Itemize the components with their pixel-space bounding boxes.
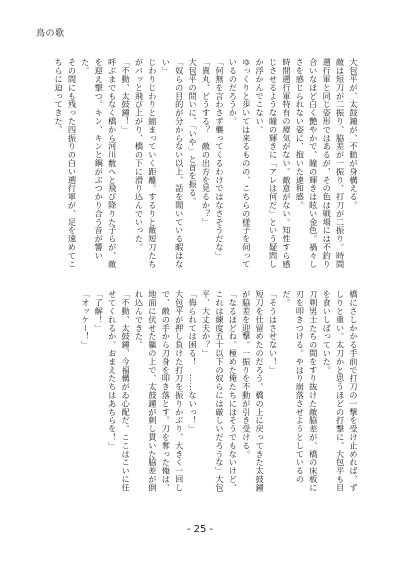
- paragraph: 短刀を仕留めたのだろう。橋の上に戻ってきた太鼓鐘が脇差を迎撃。一振りを不動が引き受ける。: [241, 290, 266, 492]
- paragraph: 「奴らの目的が分からない以上、話を聞いている暇はない」: [161, 58, 185, 268]
- paragraph: 敵は短刀が二振り、脇差が一振り、打刀が二振り。時間遡行軍と同じ姿形ではあるが、その色は戦場には不釣り合いなほど白く艶やかで、瞳の輝きは眩い金色。禍々しさを感じられない姿に、抱いた違和感。: [295, 58, 346, 268]
- paragraph: その間にも残った四振りの白い遡行軍が、足を速めてこちらに迫ってきた。: [54, 58, 78, 268]
- paragraph: じわりじわりと縮まっていく距離。するりと敵短刀たちがバッと飛び上がり、橋の下に滑り込んでいった。: [134, 58, 158, 268]
- paragraph: 「そうはさせない！」: [268, 290, 279, 374]
- paragraph: 「了解！」: [94, 290, 105, 332]
- paragraph: 「なるほどね。極めた俺たちにはそうでもないけど、これは練度五十以下の奴らには厳しいだろうな」大包平、大丈夫か？」: [201, 290, 239, 492]
- paragraph: 「不動、太鼓鐘、今福構がゐ心配だ。ここはこいに任せてくれるか。おまえたちはあちらを！」: [107, 290, 132, 492]
- paragraph: 大包平が押し負けた打刀を振りかぶり、大きく一回しで、敵の手から刀身を叩き落とす。刀を奪った俺は、地面に伏せた軀の上で、太鼓鐘が刺し貫いた脇差が倒れ込んできた。: [134, 290, 185, 492]
- paragraph: 「オッケー！」: [80, 290, 91, 349]
- paragraph: 大包平の問いに、「いや」と首を振る。: [188, 58, 199, 206]
- paragraph: 「不動、太鼓鐘！」: [121, 58, 132, 134]
- paragraph: 刀剣男士たちの間をすり抜けた敵脇差が、橋の床板に刃を叩きつける。やはり崩落させようとしているのだ。: [281, 290, 319, 492]
- book-title: 鳥の歌: [36, 29, 65, 39]
- paragraph: 呼ぶまでもなく橋から河川敷へと飛び降りた子らが、敵を迎え撃つ。キン、キンと鋼がぶつかり合う音が響いた。: [80, 58, 118, 268]
- paragraph: 大包平が、太鼓鐘が、不動が身構える。: [349, 58, 359, 210]
- paragraph: 「何無を言わさず襲ってくるわけではなさそうだな」: [214, 58, 225, 260]
- upper-text-section: [30, 58, 360, 270]
- paragraph: 時間遡行軍特有の瘴気がない。敵意がない。知性すら感じさせるような瞳の輝きに「アレは何だ」という疑問しか浮かんでこない。: [255, 58, 292, 268]
- paragraph: ゆっくりと歩いては来るものの、こちらの様子を伺っているのだろうか。: [228, 58, 252, 268]
- paragraph: 「貴丸、どうする？ 敵の出方を見るか？」: [201, 58, 212, 226]
- paragraph: 「侮られては困る！ ……ないっ！」: [188, 290, 199, 433]
- page-number: - 25 -: [186, 524, 214, 535]
- paragraph: 橋にさしかかる手前で打刀の一撃を受け止めれば、ずしりと重い。太刀かと思うほどの打撃に、大包平も目を食いしばっていた。: [322, 290, 359, 492]
- lower-text-section: [30, 290, 360, 494]
